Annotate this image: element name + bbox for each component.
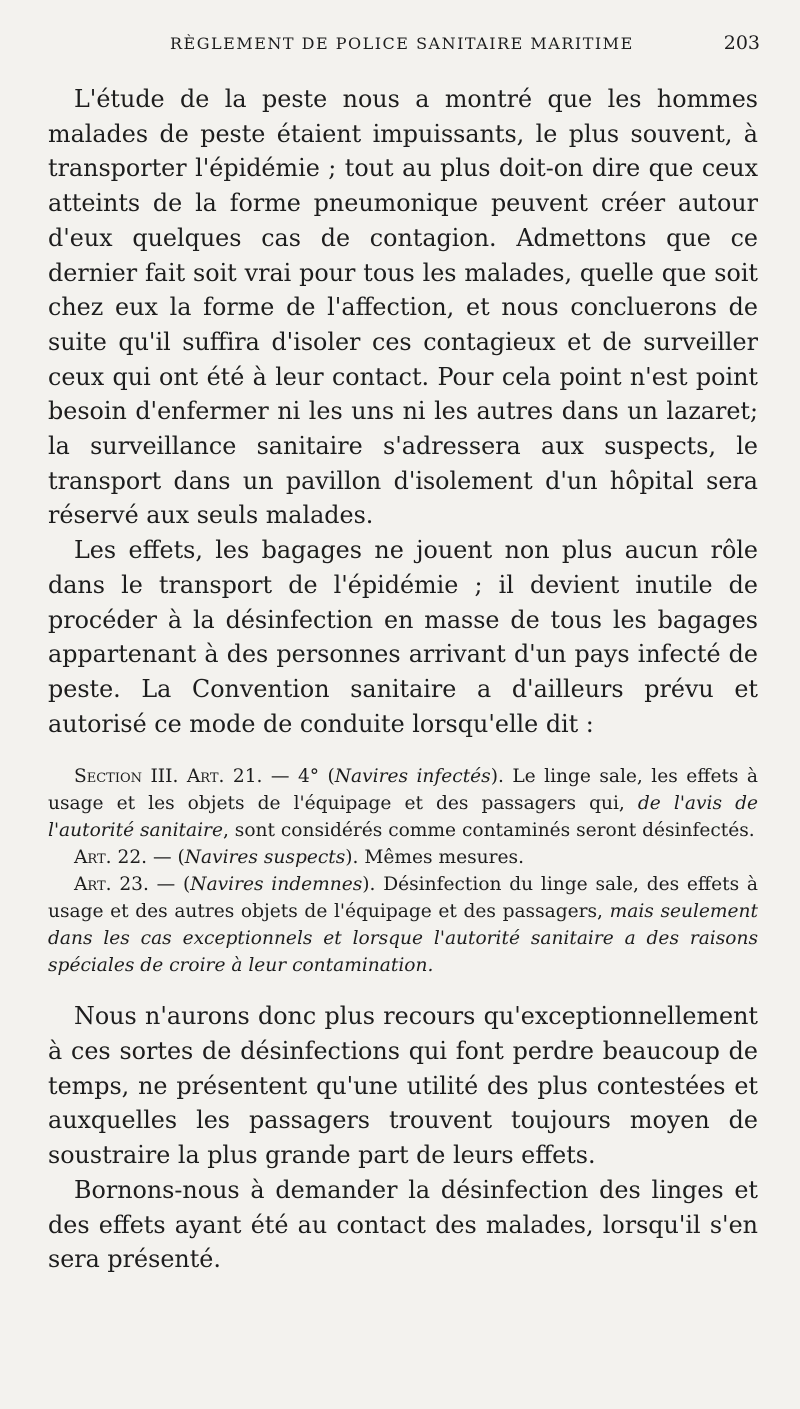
quote-article-23 — [48, 871, 758, 979]
article-ref: 22. — ( — [111, 847, 185, 869]
page-header — [0, 30, 800, 66]
article-emphasis: de l'avis de l'autorité sanitaire — [48, 793, 758, 842]
article-title: Navires infectés — [334, 766, 491, 788]
running-title: RÈGLEMENT DE POLICE SANITAIRE MARITIME — [170, 34, 634, 53]
article-label: Art. — [74, 847, 112, 869]
article-text: ). Désinfection du linge sale, des effets à usage et des autres objets de l'équipage et des passagers, — [48, 874, 758, 923]
convention-quote — [48, 763, 758, 979]
page-number: 203 — [723, 32, 760, 54]
article-title: Navires indemnes — [190, 874, 363, 896]
quote-article-21 — [48, 763, 758, 844]
article-label: Art. — [186, 766, 225, 788]
article-ref: 23. — ( — [111, 874, 191, 896]
paragraph-2: Les effets, les bagages ne jouent non plus aucun rôle dans le transport de l'épidémie ; il devient inutile de procéder à la désinfection en masse de tous les bagages appartenant à des personnes arrivant d'un pays infecté de peste. La Convention sanitaire a d'ailleurs prévu et autorisé ce mode de conduite lorsqu'elle dit : — [48, 536, 758, 738]
paragraph-4: Bornons-nous à demander la désinfection des linges et des effets ayant été au contact des malades, lorsqu'il s'en sera présenté. — [48, 1175, 758, 1274]
article-title: Navires suspects — [184, 847, 346, 869]
section-label: Section — [74, 766, 143, 788]
article-ref: 21. — 4° ( — [224, 766, 335, 788]
article-label: Art. — [74, 874, 112, 896]
article-text-end: , sont considérés comme contaminés seront désinfectés. — [222, 820, 755, 842]
article-text: ). Le linge sale, les effets à usage et les objets de l'équipage et des passagers qui, — [48, 766, 758, 815]
article-emphasis: mais seulement dans les cas exceptionnels et lorsque l'autorité sanitaire a des raisons spéciales de croire à leur contamination. — [48, 901, 758, 977]
section-number: III. — [142, 766, 187, 788]
paragraph-3: Nous n'aurons donc plus recours qu'exceptionnellement à ces sortes de désinfections qui font perdre beaucoup de temps, ne présentent qu'une utilité des plus contestées et auxquelles les passagers trouvent toujours moyen de soustraire la plus grande part de leurs effets. — [48, 1002, 758, 1170]
paragraph-1: L'étude de la peste nous a montré que les hommes malades de peste étaient impuissants, le plus souvent, à transporter l'épidémie ; tout au plus doit-on dire que ceux atteints de la forme pneumonique peuvent créer autour d'eux quelques cas de contagion. Admettons que ce dernier fait soit vrai pour tous les malades, quelle que soit chez eux la forme de l'affection, et nous concluerons de suite qu'il suffira d'isoler ces contagieux et de surveiller ceux qui ont été à leur contact. Pour cela point n'est point besoin d'enfermer ni les uns ni les autres dans un lazaret; la surveillance sanitaire s'adressera aux suspects, le transport dans un pavillon d'isolement d'un hôpital sera réservé aux seuls malades. — [48, 85, 758, 530]
body-text — [48, 82, 758, 1277]
quote-article-22 — [48, 844, 758, 871]
article-text: ). Mêmes mesures. — [345, 847, 524, 869]
